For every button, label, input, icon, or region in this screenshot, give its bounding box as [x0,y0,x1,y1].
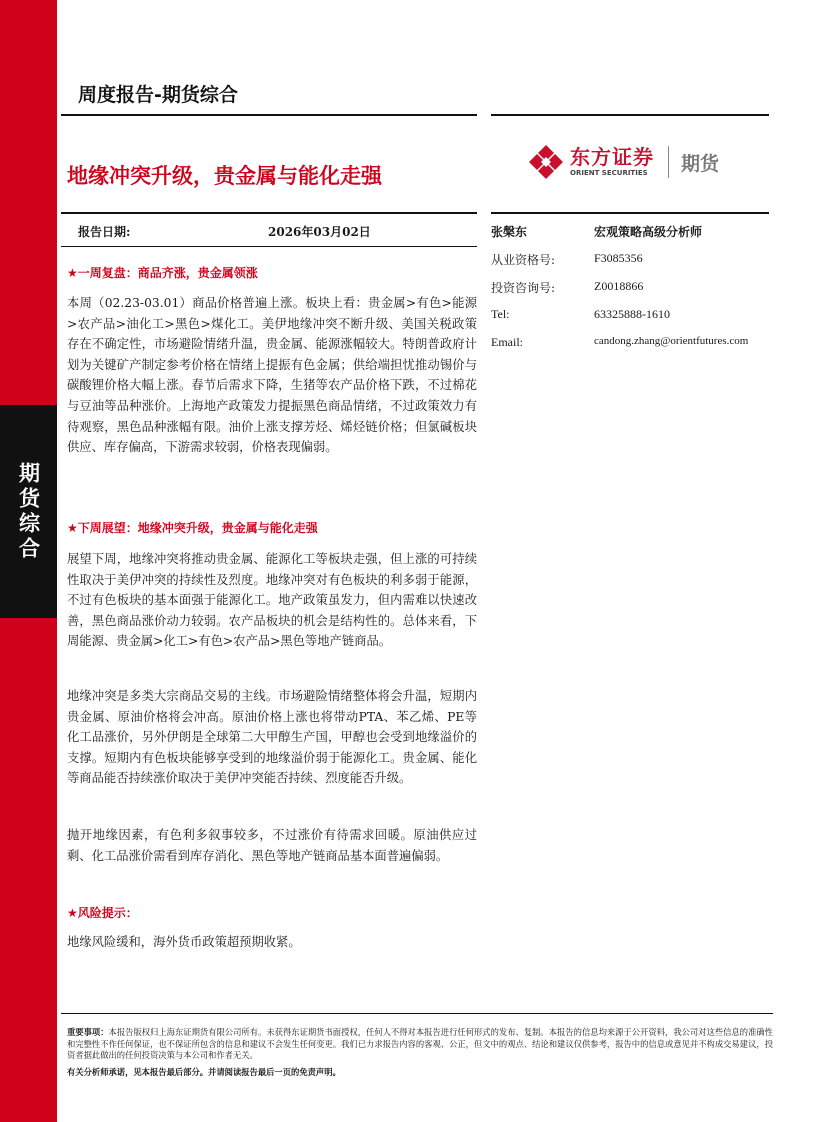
section-heading-review: ★一周复盘：商品齐涨，贵金属领涨 [67,266,258,280]
orient-logo-icon [528,144,564,180]
report-type-header: 周度报告-期货综合 [78,84,238,106]
report-date-label: 报告日期: [78,225,131,239]
license-value: F3085356 [594,251,643,265]
tel-label: Tel: [491,307,510,321]
header-rule [61,114,477,116]
report-date-value: 2026年03月02日 [268,225,371,239]
analyst-role: 宏观策略高级分析师 [594,225,703,239]
section-heading-outlook: ★下周展望：地缘冲突升级，贵金属与能化走强 [67,521,318,535]
logo-en-text: ORIENT SECURITIES [570,169,648,177]
side-category-label: 期货综合 [16,461,41,562]
paragraph-risk: 地缘风险缓和，海外货币政策超预期收紧。 [67,935,301,949]
paragraph-outlook-1: 展望下周，地缘冲突将推动贵金属、能源化工等板块走强，但上涨的可持续性取决于美伊冲突的持续性及烈度。地缘冲突对有色板块的利多弱于能源，不过有色板块的基本面强于能源化工。地产政策虽发力，但内需难以快速改善，黑色商品涨价动力较弱。农产品板块的机会是结构性的。总体来看，下周能源、贵金属>化工>有色>农产品>黑色等地产链商品。 [67,552,477,649]
logo-separator [668,146,669,178]
disclaimer-body: 本报告版权归上海东证期货有限公司所有。未获得东证期货书面授权，任何人不得对本报告进行任何形式的发布、复制。本报告的信息均来源于公开资料，我公司对这些信息的准确性和完整性不作任何保证，也不保证所包含的信息和建议不会发生任何变更。我们已力求报告内容的客观、公正，但文中的观点、结论和建议仅供参考，报告中的信息或意见并不构成交易建议，投资者据此做出的任何投资决策与本公司和作者无关。 [67,1027,773,1061]
consult-label: 投资咨询号: [491,281,556,295]
license-label: 从业资格号: [491,253,556,267]
date-rule [61,246,477,247]
email-value[interactable]: candong.zhang@orientfutures.com [594,335,749,347]
disclaimer-label: 重要事项： [67,1027,109,1037]
header-rule-right [491,114,769,116]
paragraph-outlook-2: 地缘冲突是多类大宗商品交易的主线。市场避险情绪整体将会升温，短期内贵金属、原油价格将会冲高。原油价格上涨也将带动PTA、苯乙烯、PE等化工品涨价，另外伊朗是全球第二大甲醇生产国，甲醇也会受到地缘溢价的支撑。短期内有色板块能够享受到的地缘溢价弱于能源化工。贵金属、能化等商品能否持续涨价取决于美伊冲突能否持续、烈度能否升级。 [67,689,477,786]
disclaimer-text [67,1027,773,1062]
logo-cn-text: 东方证券 [570,145,654,169]
footer-rule [61,1013,773,1014]
company-logo [528,144,738,180]
logo-sub-text: 期货 [681,152,720,175]
title-rule [61,212,477,214]
page-title: 地缘冲突升级，贵金属与能化走强 [67,164,382,188]
paragraph-outlook-3: 抛开地缘因素，有色利多叙事较多，不过涨价有待需求回暖。原油供应过剩、化工品涨价需看到库存消化、黑色等地产链商品基本面普遍偏弱。 [67,828,477,863]
side-category-tab [0,405,57,618]
title-rule-right [491,212,769,214]
analyst-name: 张槃东 [491,225,528,239]
tel-value: 63325888-1610 [594,307,670,321]
consult-value: Z0018866 [594,279,644,293]
section-heading-risk: ★风险提示： [67,906,138,920]
email-label: Email: [491,335,523,349]
paragraph-review: 本周（02.23-03.01）商品价格普遍上涨。板块上看：贵金属>有色>能源>农产品>油化工>黑色>煤化工。美伊地缘冲突不断升级、美国关税政策存在不确定性，市场避险情绪升温，贵金属、能源涨幅较大。特朗普政府计划为关键矿产制定参考价格在情绪上提振有色金属；供给端担忧推动锡价与碳酸锂价格大幅上涨。春节后需求下降，生猪等农产品价格下跌，不过棉花与豆油等品种涨价。上海地产政策发力提振黑色商品情绪，不过政策效力有待观察，黑色品种涨幅有限。油价上涨支撑芳烃、烯烃链价格；但氯碱板块供应、库存偏高，下游需求较弱，价格表现偏弱。 [67,296,477,455]
disclaimer-footer: 有关分析师承诺，见本报告最后部分。并请阅读报告最后一页的免责声明。 [67,1067,341,1077]
